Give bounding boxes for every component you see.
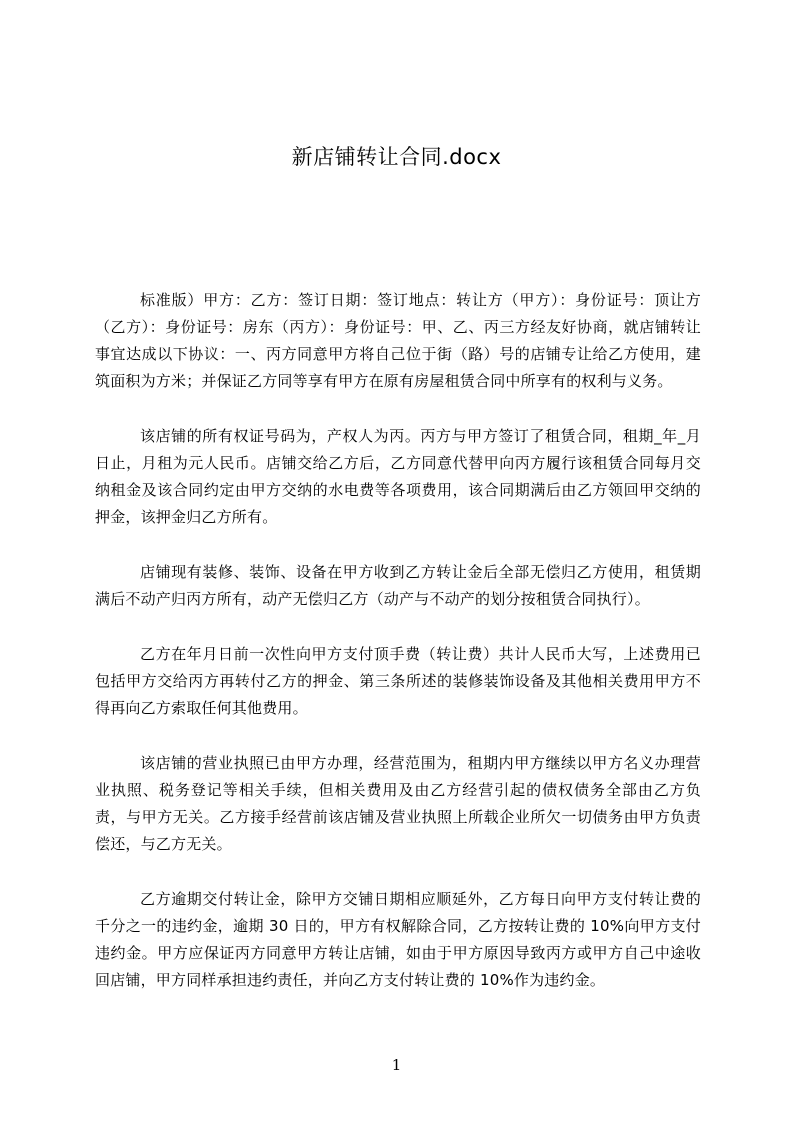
paragraph-3: 店铺现有装修、装饰、设备在甲方收到乙方转让金后全部无偿归乙方使用，租赁期满后不动产归丙方所有，动产无偿归乙方（动产与不动产的划分按租赁合同执行）。	[95, 563, 701, 608]
paragraph-5: 该店铺的营业执照已由甲方办理，经营范围为，租期内甲方继续以甲方名义办理营业执照、税务登记等相关手续，但相关费用及由乙方经营引起的债权债务全部由乙方负责，与甲方无关。乙方接手经营前该店铺及营业执照上所载企业所欠一切债务由甲方负责偿还，与乙方无关。	[95, 754, 701, 853]
document-body	[95, 287, 701, 1022]
paragraph-1: 标准版）甲方：乙方：签订日期：签订地点：转让方（甲方）：身份证号：顶让方（乙方）：身份证号：房东（丙方）：身份证号：甲、乙、丙三方经友好协商，就店铺转让事宜达成以下协议：一、丙方同意甲方将自己位于街（路）号的店铺专让给乙方使用，建筑面积为方米；并保证乙方同等享有甲方在原有房屋租赁合同中所享有的权利与义务。	[95, 291, 701, 390]
document-title: 新店铺转让合同.docx	[291, 145, 502, 169]
paragraph-6: 乙方逾期交付转让金，除甲方交铺日期相应顺延外，乙方每日向甲方支付转让费的千分之一的违约金，逾期 30 日的，甲方有权解除合同，乙方按转让费的 10%向甲方支付违约金。甲方应保证丙方同意甲方转让店铺，如由于甲方原因导致丙方或甲方自己中途收回店铺，甲方同样承担违约责任，并向乙方支付转让费的 10%作为违约金。	[95, 890, 701, 989]
paragraph-4: 乙方在年月日前一次性向甲方支付顶手费（转让费）共计人民币大写，上述费用已包括甲方交给丙方再转付乙方的押金、第三条所述的装修装饰设备及其他相关费用甲方不得再向乙方索取任何其他费用。	[95, 645, 701, 717]
paragraph-2: 该店铺的所有权证号码为，产权人为丙。丙方与甲方签订了租赁合同，租期_年_月日止，月租为元人民币。店铺交给乙方后，乙方同意代替甲向丙方履行该租赁合同每月交纳租金及该合同约定由甲方交纳的水电费等各项费用，该合同期满后由乙方领回甲交纳的押金，该押金归乙方所有。	[95, 427, 701, 526]
page-number: 1	[391, 1056, 402, 1074]
